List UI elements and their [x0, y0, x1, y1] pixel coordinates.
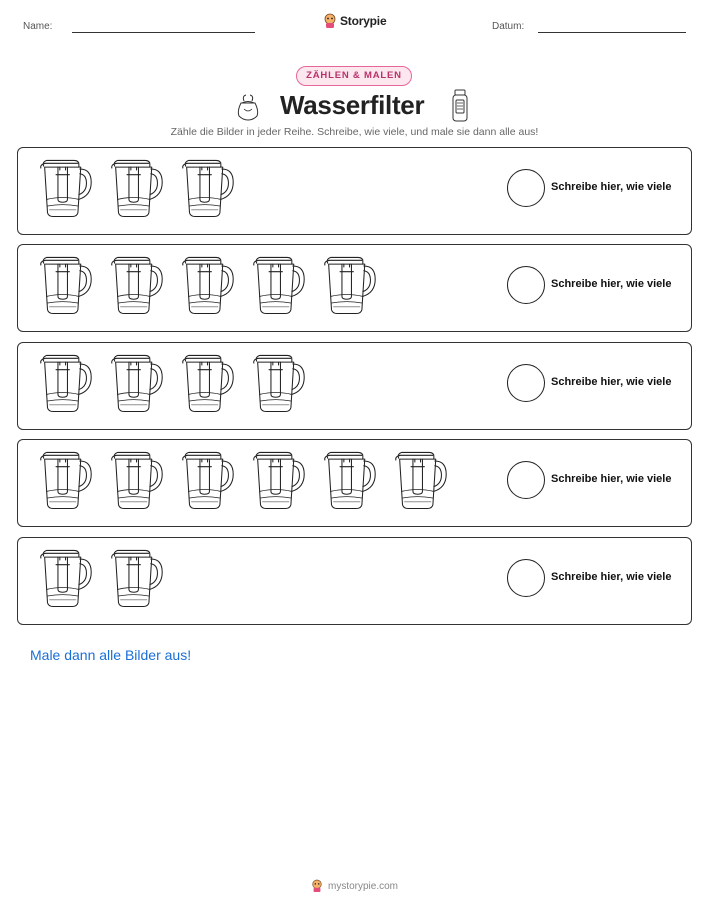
- page-title: Wasserfilter: [280, 90, 425, 120]
- water-filter-pitcher-icon[interactable]: [38, 351, 95, 415]
- answer-circle[interactable]: [507, 169, 545, 207]
- water-filter-pitcher-icon[interactable]: [38, 546, 95, 610]
- pitcher-group: [38, 156, 237, 226]
- name-field[interactable]: [72, 32, 255, 33]
- water-filter-pitcher-icon[interactable]: [38, 156, 95, 220]
- bag-icon: [233, 91, 263, 121]
- water-filter-pitcher-icon[interactable]: [180, 253, 237, 317]
- counting-row: [17, 439, 692, 527]
- counting-row: [17, 147, 692, 235]
- water-filter-pitcher-icon[interactable]: [109, 253, 166, 317]
- water-filter-pitcher-icon[interactable]: [109, 448, 166, 512]
- water-filter-pitcher-icon[interactable]: [393, 448, 450, 512]
- title-row: [0, 88, 709, 124]
- coloring-note: Male dann alle Bilder aus!: [30, 647, 192, 663]
- counting-row: [17, 244, 692, 332]
- answer-hint: Schreibe hier, wie viele: [551, 181, 672, 193]
- water-filter-pitcher-icon[interactable]: [109, 156, 166, 220]
- name-label: Name:: [23, 21, 53, 32]
- date-label: Datum:: [492, 21, 525, 32]
- water-filter-pitcher-icon[interactable]: [38, 253, 95, 317]
- logo-text: Storypie: [340, 14, 387, 28]
- pitcher-group: [38, 253, 379, 323]
- answer-hint: Schreibe hier, wie viele: [551, 278, 672, 290]
- counting-row: [17, 342, 692, 430]
- counting-row: [17, 537, 692, 625]
- water-filter-pitcher-icon[interactable]: [180, 156, 237, 220]
- answer-hint: Schreibe hier, wie viele: [551, 571, 672, 583]
- pitcher-group: [38, 448, 450, 518]
- page-header: [0, 0, 709, 50]
- water-filter-pitcher-icon[interactable]: [109, 546, 166, 610]
- water-filter-pitcher-icon[interactable]: [322, 448, 379, 512]
- water-filter-pitcher-icon[interactable]: [180, 351, 237, 415]
- answer-circle[interactable]: [507, 266, 545, 304]
- date-field[interactable]: [538, 32, 686, 33]
- answer-circle[interactable]: [507, 559, 545, 597]
- storypie-logo: [323, 13, 386, 29]
- water-filter-pitcher-icon[interactable]: [251, 448, 308, 512]
- water-filter-pitcher-icon[interactable]: [38, 448, 95, 512]
- water-filter-pitcher-icon[interactable]: [251, 351, 308, 415]
- pitcher-group: [38, 351, 308, 421]
- pitcher-group: [38, 546, 166, 616]
- answer-circle[interactable]: [507, 364, 545, 402]
- water-filter-pitcher-icon[interactable]: [322, 253, 379, 317]
- filter-cartridge-icon: [450, 88, 470, 124]
- water-filter-pitcher-icon[interactable]: [109, 351, 166, 415]
- answer-circle[interactable]: [507, 461, 545, 499]
- footer: [0, 879, 709, 893]
- storypie-mascot-icon: [323, 13, 337, 29]
- category-badge: ZÄHLEN & MALEN: [296, 66, 412, 86]
- footer-url[interactable]: mystorypie.com: [327, 880, 398, 892]
- water-filter-pitcher-icon[interactable]: [251, 253, 308, 317]
- answer-hint: Schreibe hier, wie viele: [551, 473, 672, 485]
- answer-hint: Schreibe hier, wie viele: [551, 376, 672, 388]
- storypie-mascot-icon: [311, 879, 323, 893]
- instructions: Zähle die Bilder in jeder Reihe. Schreibe, wie viele, und male sie dann alle aus!: [170, 126, 539, 138]
- water-filter-pitcher-icon[interactable]: [180, 448, 237, 512]
